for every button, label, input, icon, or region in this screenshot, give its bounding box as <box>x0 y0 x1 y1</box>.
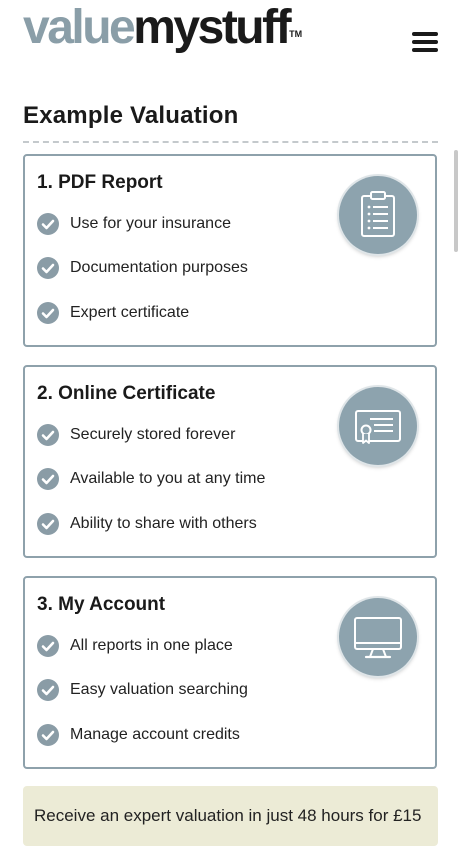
check-icon <box>37 424 59 446</box>
promo-text: Receive an expert valuation in just 48 hours for £15 <box>34 806 422 825</box>
card-title: 3. My Account <box>37 594 166 615</box>
page-title: Example Valuation <box>23 102 239 129</box>
check-icon <box>37 679 59 701</box>
feature-label: Securely stored forever <box>70 426 236 443</box>
feature-label: Documentation purposes <box>70 259 248 276</box>
feature-item <box>37 634 233 658</box>
feature-item <box>37 256 248 280</box>
feature-item <box>37 423 235 447</box>
monitor-icon <box>339 598 417 676</box>
check-icon <box>37 213 59 235</box>
feature-label: Easy valuation searching <box>70 681 248 698</box>
logo-part-mystuff: mystuff <box>133 1 290 54</box>
site-header <box>0 0 460 90</box>
logo-part-value: value <box>23 1 134 54</box>
check-icon <box>37 468 59 490</box>
feature-label: Ability to share with others <box>70 515 257 532</box>
scrollbar[interactable] <box>454 150 458 252</box>
card-title: 2. Online Certificate <box>37 383 216 404</box>
card-pdf-report <box>23 154 437 347</box>
logo-trademark: TM <box>289 29 303 39</box>
feature-item <box>37 678 248 702</box>
feature-label: Expert certificate <box>70 304 190 321</box>
feature-item <box>37 467 265 491</box>
clipboard-icon <box>339 176 417 254</box>
card-my-account <box>23 576 437 769</box>
feature-label: Use for your insurance <box>70 215 231 232</box>
check-icon <box>37 257 59 279</box>
feature-label: Manage account credits <box>70 726 240 743</box>
certificate-icon <box>339 387 417 465</box>
feature-item <box>37 301 189 325</box>
card-title: 1. PDF Report <box>37 172 163 193</box>
check-icon <box>37 513 59 535</box>
check-icon <box>37 302 59 324</box>
promo-banner[interactable] <box>23 786 438 846</box>
feature-item <box>37 723 240 747</box>
title-divider <box>23 141 438 143</box>
feature-item <box>37 512 257 536</box>
check-icon <box>37 635 59 657</box>
feature-label: Available to you at any time <box>70 470 266 487</box>
logo[interactable] <box>23 0 302 56</box>
feature-item <box>37 212 231 236</box>
feature-label: All reports in one place <box>70 637 233 654</box>
check-icon <box>37 724 59 746</box>
card-online-certificate <box>23 365 437 558</box>
hamburger-menu-icon[interactable] <box>412 32 438 52</box>
